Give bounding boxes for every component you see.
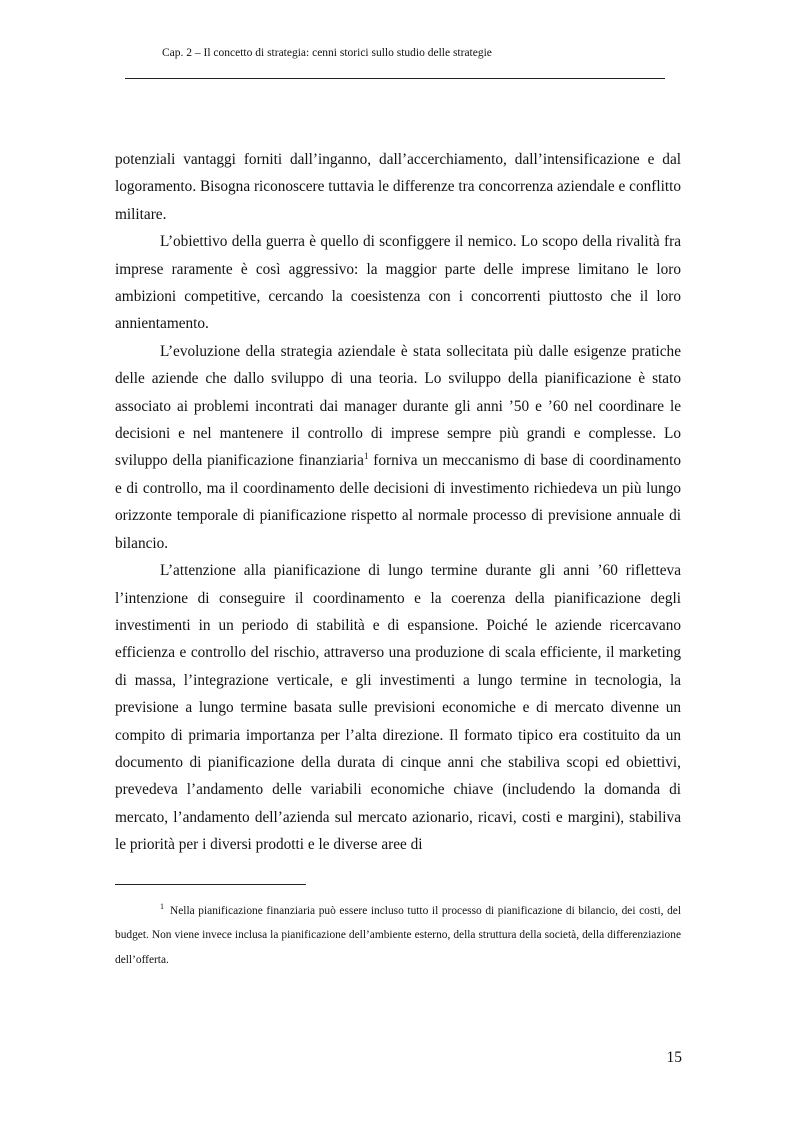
paragraph-4: L’attenzione alla pianificazione di lungo termine durante gli anni ’60 rifletteva l’intenzione di conseguire il coordinamento e la coerenza della pianificazione degli investimenti in un periodo di stabilità e di espansione. Poiché le aziende ricercavano efficienza e controllo del rischio, attraverso una produzione di scala efficiente, il marketing di massa, l’integrazione verticale, e gli investimenti a lungo termine in tecnologia, la previsione a lungo termine basata sulle previsioni economiche e di mercato divenne un compito di primaria importanza per l’alta direzione. Il formato tipico era costituito da un documento di pianificazione della durata di cinque anni che stabiliva scopi ed obiettivi, prevedeva l’andamento delle variabili economiche chiave (includendo la domanda di mercato, l’andamento dell’azienda sul mercato azionario, ricavi, costi e margini), stabiliva le priorità per i diversi prodotti e le diverse aree di	[115, 562, 681, 854]
paragraph-2: L’obiettivo della guerra è quello di sconfiggere il nemico. Lo scopo della rivalità fra imprese raramente è così aggressivo: la maggior parte delle imprese limitano le loro ambizioni competitive, cercando la coesistenza con i concorrenti piuttosto che il loro annientamento.	[115, 233, 681, 333]
footnote-divider	[115, 884, 306, 885]
footnote-reference[interactable]: 1	[363, 451, 369, 462]
running-header: Cap. 2 – Il concetto di strategia: cenni storici sullo studio delle strategie	[162, 47, 492, 59]
footnote-marker: 1	[160, 902, 164, 911]
paragraph-3-text-a: L’evoluzione della strategia aziendale è stata sollecitata più dalle esigenze pratiche delle aziende che dallo sviluppo di una teoria. Lo sviluppo della pianificazione è stato associato ai problemi incontrati dai manager durante gli anni ’50 e ’60 nel coordinare le decisioni e nel mantenere il controllo di imprese sempre più grandi e complesse. Lo sviluppo della pianificazione finanziaria	[115, 342, 681, 470]
paragraph-1: potenziali vantaggi forniti dall’inganno, dall’accerchiamento, dall’intensificazione e dal logoramento. Bisogna riconoscere tuttavia le differenze tra concorrenza aziendale e conflitto militare.	[115, 151, 681, 223]
header-divider	[125, 78, 665, 79]
paragraph-3	[115, 338, 681, 557]
footnote-text: Nella pianificazione finanziaria può essere incluso tutto il processo di pianificazione di bilancio, dei costi, del budget. Non viene invece inclusa la pianificazione dell’ambiente esterno, della struttura della società, della differenziazione dell’offerta.	[115, 905, 681, 966]
footnote	[115, 899, 681, 972]
body-text	[115, 146, 681, 859]
paragraph-3-text-b: forniva un meccanismo di base di coordinamento e di controllo, ma il coordinamento delle decisioni di investimento richiedeva un più lungo orizzonte temporale di pianificazione rispetto al normale processo di previsione annuale di bilancio.	[115, 452, 681, 552]
page-number: 15	[666, 1049, 682, 1066]
